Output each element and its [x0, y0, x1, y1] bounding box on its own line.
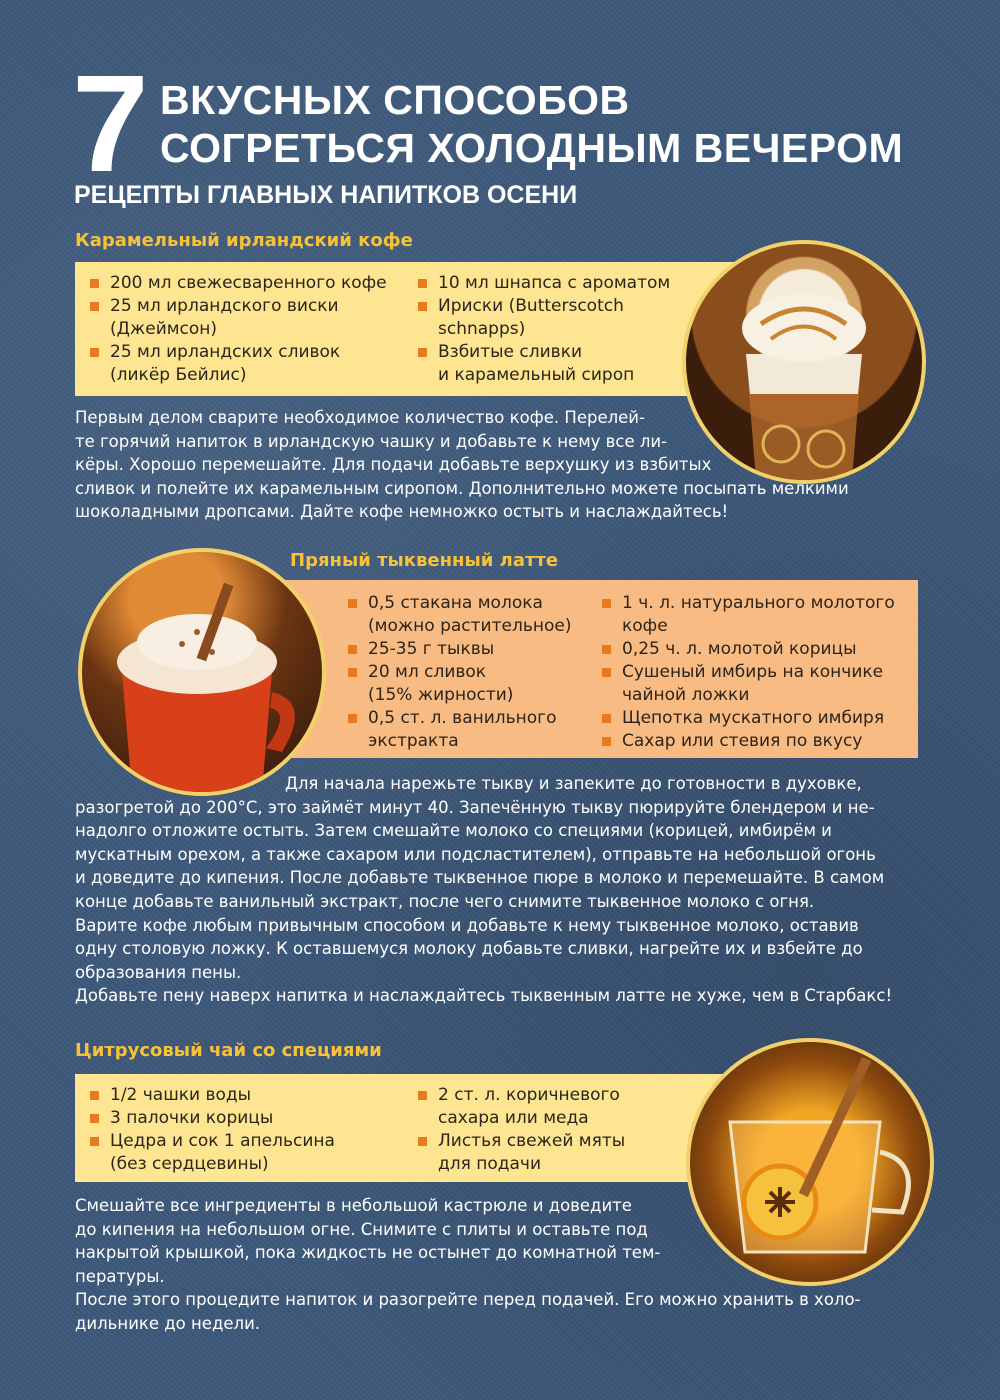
ingredient-item: Цедра и сок 1 апельсина (без сердцевины): [90, 1130, 410, 1176]
subtitle: РЕЦЕПТЫ ГЛАВНЫХ НАПИТКОВ ОСЕНИ: [74, 181, 578, 209]
ingredient-item: Сушеный имбирь на кончике чайной ложки: [602, 661, 912, 707]
ingredient-item: 25 мл ирландского виски (Джеймсон): [90, 295, 410, 341]
pumpkin-latte-photo: [78, 548, 326, 796]
big-number-seven: 7: [72, 47, 149, 201]
recipe-text-irish-coffee: Первым делом сварите необходимое количество кофе. Перелей- те горячий напиток в ирландскую чашку и добавьте к нему все ли- кёры. Хорошо перемешайте. Для подачи добавьте верхушку из взбитых сливок и полейте их карамельным сиропом. Дополнительно можете посыпать мелкими шоколадными дропсами. Дайте кофе немножко остыть и наслаждайтесь!: [75, 408, 849, 522]
recipe-text-pumpkin-latte: Для начала нарежьте тыкву и запеките до готовности в духовке, разогретой до 200°C, это займёт минут 40. Запечённую тыкву пюрируйте блендером и не- надолго отложите остыть. Затем смешайте молоко со специями (корицей, имбирём и мускатным орехом, а также сахаром или подсластителем), отправьте на небольшой огонь и доведите до кипения. После добавьте тыквенное пюре в молоко и перемешайте. В самом конце добавьте ванильный экстракт, после чего снимите тыквенное молоко с огня. Варите кофе любым привычным способом и добавьте к нему тыквенное молоко, оставив одну столовую ложку. К оставшемуся молоку добавьте сливки, нагрейте их и взбейте до образования пены. Добавьте пену наверх напитка и наслаждайтесь тыквенным латте не хуже, чем в Старбакс!: [75, 774, 893, 1006]
recipe-title-pumpkin-latte: Пряный тыквенный латте: [290, 550, 559, 571]
ingredient-item: 0,5 стакана молока (можно растительное): [348, 592, 608, 638]
ingredient-item: 1/2 чашки воды: [90, 1084, 410, 1107]
ingredients-left-citrus-tea: [90, 1084, 410, 1176]
ingredient-item: 10 мл шнапса с ароматом: [418, 272, 688, 295]
title-line-2: СОГРЕТЬСЯ ХОЛОДНЫМ ВЕЧЕРОМ: [160, 125, 904, 171]
title-line-1: ВКУСНЫХ СПОСОБОВ: [160, 77, 630, 123]
pumpkin-mug-icon: [82, 552, 322, 792]
ingredients-right-irish-coffee: [418, 272, 688, 387]
ingredient-item: 2 ст. л. коричневого сахара или меда: [418, 1084, 688, 1130]
ingredient-item: Листья свежей мяты для подачи: [418, 1130, 688, 1176]
ingredient-item: 0,5 ст. л. ванильного экстракта: [348, 707, 608, 753]
ingredient-item: Ириски (Butterscotch schnapps): [418, 295, 688, 341]
ingredients-left-pumpkin-latte: [348, 592, 608, 753]
ingredient-item: Щепотка мускатного имбиря: [602, 707, 912, 730]
ingredient-item: 25-35 г тыквы: [348, 638, 608, 661]
ingredients-left-irish-coffee: [90, 272, 410, 387]
ingredient-item: 3 палочки корицы: [90, 1107, 410, 1130]
ingredient-item: 20 мл сливок (15% жирности): [348, 661, 608, 707]
ingredient-item: 0,25 ч. л. молотой корицы: [602, 638, 912, 661]
ingredient-item: 200 мл свежесваренного кофе: [90, 272, 410, 295]
ingredient-item: 1 ч. л. натурального молотого кофе: [602, 592, 912, 638]
recipe-title-citrus-tea: Цитрусовый чай со специями: [75, 1040, 382, 1061]
ingredient-item: 25 мл ирландских сливок (ликёр Бейлис): [90, 341, 410, 387]
ingredient-item: Взбитые сливки и карамельный сироп: [418, 341, 688, 387]
ingredients-right-pumpkin-latte: [602, 592, 912, 753]
recipe-text-citrus-tea: Смешайте все ингредиенты в небольшой кастрюле и доведите до кипения на небольшом огне. Снимите с плиты и оставьте под накрытой крышкой, пока жидкость не остынет до комнатной тем- пературы. После этого процедите напиток и разогрейте перед подачей. Его можно хранить в холо- дильнике до недели.: [75, 1196, 861, 1333]
ingredient-item: Сахар или стевия по вкусу: [602, 730, 912, 753]
recipe-title-irish-coffee: Карамельный ирландский кофе: [75, 230, 413, 251]
ingredients-right-citrus-tea: [418, 1084, 688, 1176]
